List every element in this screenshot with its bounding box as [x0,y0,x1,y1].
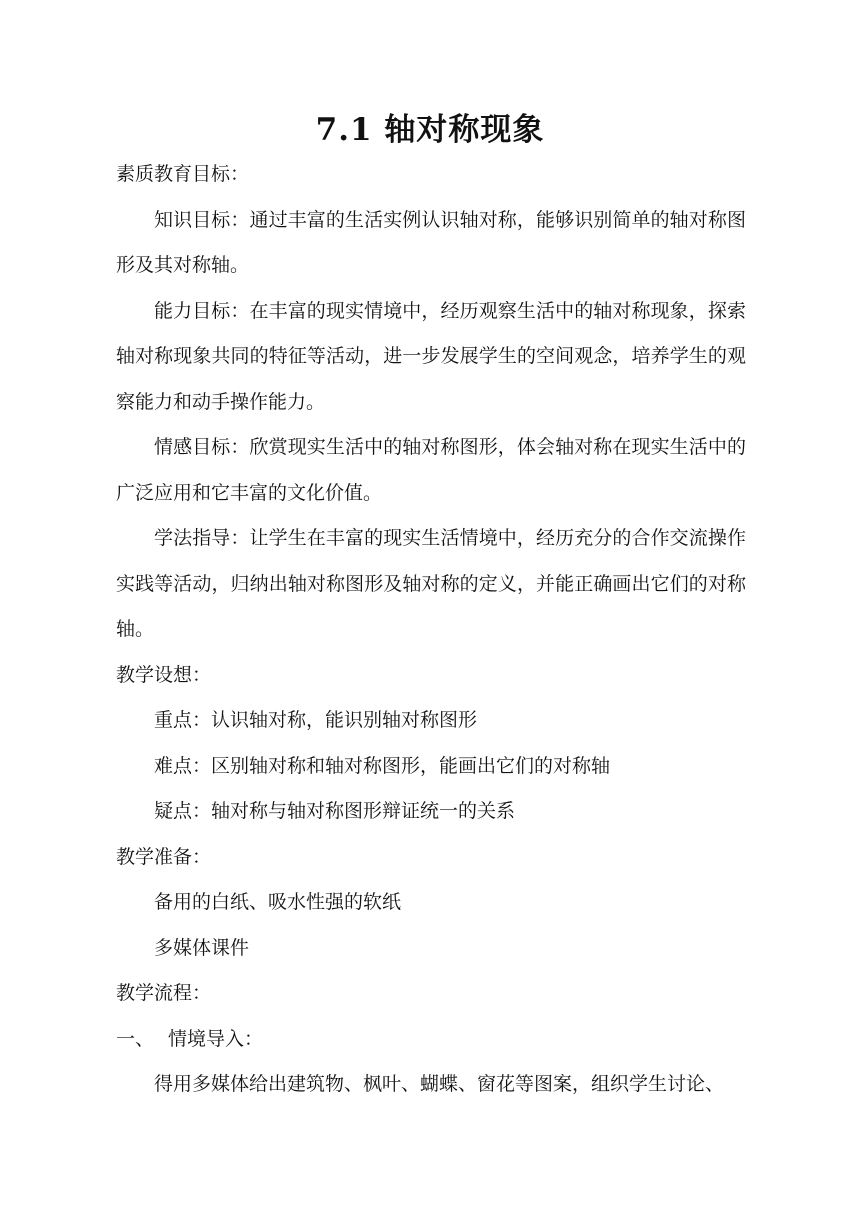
paragraph-emotion-goal: 情感目标：欣赏现实生活中的轴对称图形，体会轴对称在现实生活中的广泛应用和它丰富的文化价值。 [116,436,746,504]
paragraph-step-intro: 得用多媒体给出建筑物、枫叶、蝴蝶、窗花等图案，组织学生讨论、 [154,1073,725,1095]
key-point: 重点：认识轴对称，能识别轴对称图形 [154,709,478,731]
paragraph-knowledge-goal: 知识目标：通过丰富的生活实例认识轴对称，能够识别简单的轴对称图形及其对称轴。 [116,208,746,276]
step-heading [116,1017,746,1063]
doubt-point: 疑点：轴对称与轴对称图形辩证统一的关系 [154,800,516,822]
section-heading-flow: 教学流程： [116,982,212,1004]
step-title: 情境导入： [168,1027,264,1050]
paragraph-method-guide: 学法指导：让学生在丰富的现实生活情境中，经历充分的合作交流操作实践等活动，归纳出轴对称图形及轴对称的定义，并能正确画出它们的对称轴。 [116,527,746,640]
preparation-item-multimedia: 多媒体课件 [154,936,250,959]
difficulty-point: 难点：区别轴对称和轴对称图形，能画出它们的对称轴 [154,754,611,777]
section-heading-quality: 素质教育目标： [116,163,250,185]
paragraph-ability-goal: 能力目标：在丰富的现实情境中，经历观察生活中的轴对称现象，探索轴对称现象共同的特征等活动，进一步发展学生的空间观念，培养学生的观察能力和动手操作能力。 [116,299,746,413]
section-heading-design: 教学设想： [116,663,212,686]
section-heading-preparation: 教学准备： [116,845,212,868]
page-title: 7.1 轴对称现象 [315,112,545,148]
document-body [116,152,746,1108]
preparation-item-paper: 备用的白纸、吸水性强的软纸 [154,891,402,913]
step-number: 一、 [116,1027,155,1050]
